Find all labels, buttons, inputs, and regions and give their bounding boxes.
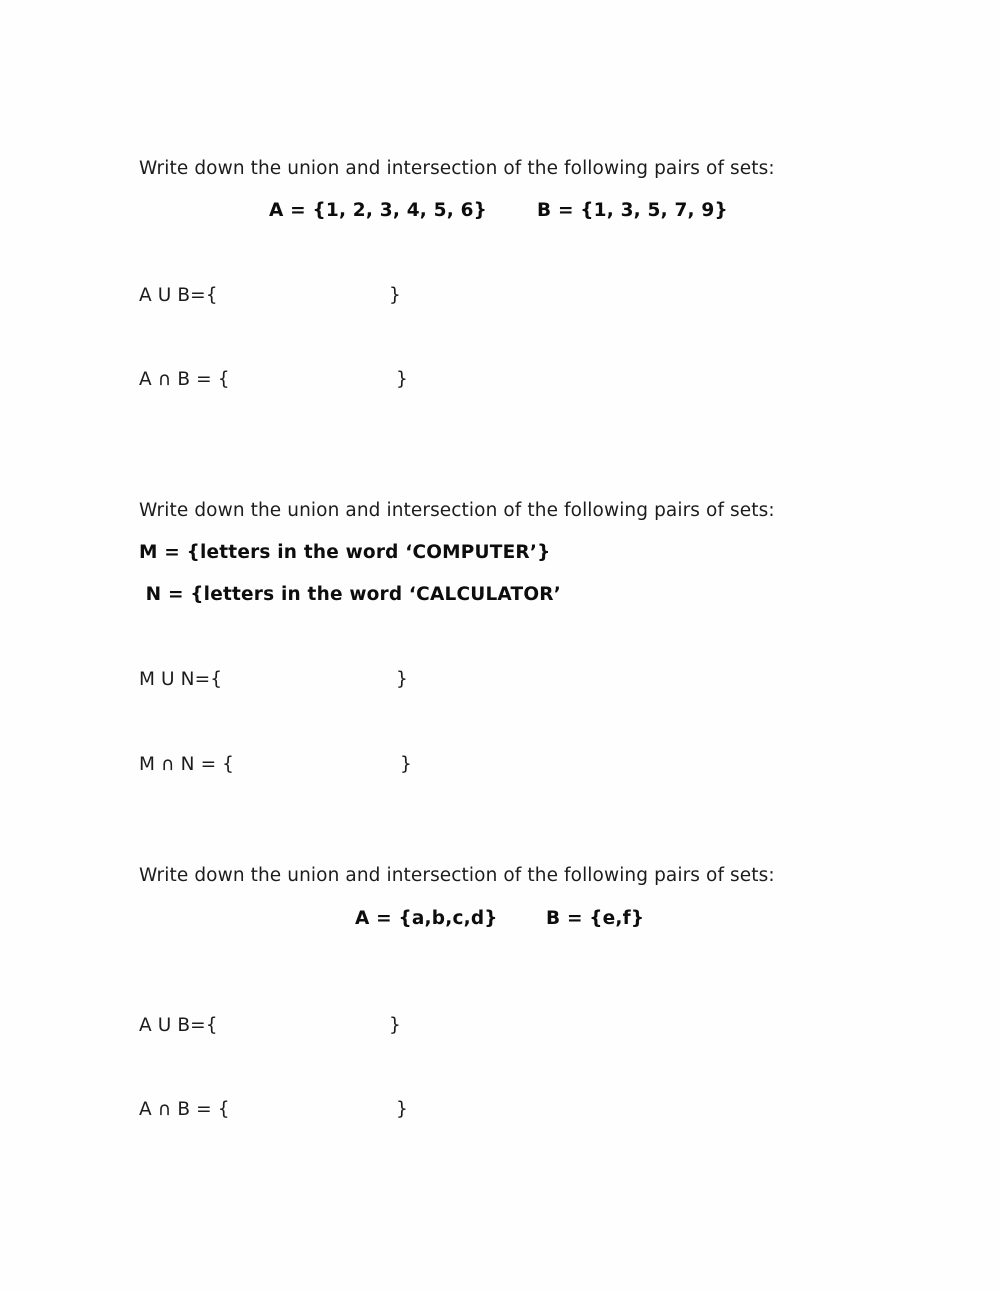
answer-intersection-prompt-2[interactable]: M ∩ N = {	[139, 754, 235, 775]
answer-intersection-close-brace-1: }	[396, 369, 408, 390]
answer-intersection-prompt-1[interactable]: A ∩ B = {	[139, 369, 230, 390]
set-definition-m-2: M = {letters in the word ‘COMPUTER’}	[139, 542, 551, 563]
answer-union-close-brace-3: }	[389, 1015, 401, 1036]
answer-intersection-prompt-3[interactable]: A ∩ B = {	[139, 1099, 230, 1120]
instruction-text-2: Write down the union and intersection of the following pairs of sets:	[139, 500, 775, 521]
instruction-text-1: Write down the union and intersection of the following pairs of sets:	[139, 158, 775, 179]
answer-union-close-brace-1: }	[389, 285, 401, 306]
set-definition-a-3: A = {a,b,c,d}	[355, 908, 498, 929]
answer-union-prompt-1[interactable]: A U B={	[139, 285, 218, 306]
answer-union-prompt-2[interactable]: M U N={	[139, 669, 223, 690]
set-definition-a-1: A = {1, 2, 3, 4, 5, 6}	[269, 200, 488, 221]
instruction-text-3: Write down the union and intersection of the following pairs of sets:	[139, 865, 775, 886]
set-definition-b-3: B = {e,f}	[546, 908, 645, 929]
answer-union-prompt-3[interactable]: A U B={	[139, 1015, 218, 1036]
answer-union-close-brace-2: }	[396, 669, 408, 690]
set-definition-b-1: B = {1, 3, 5, 7, 9}	[537, 200, 728, 221]
answer-intersection-close-brace-2: }	[400, 754, 412, 775]
answer-intersection-close-brace-3: }	[396, 1099, 408, 1120]
set-definition-n-2: N = {letters in the word ‘CALCULATOR’	[139, 584, 561, 605]
